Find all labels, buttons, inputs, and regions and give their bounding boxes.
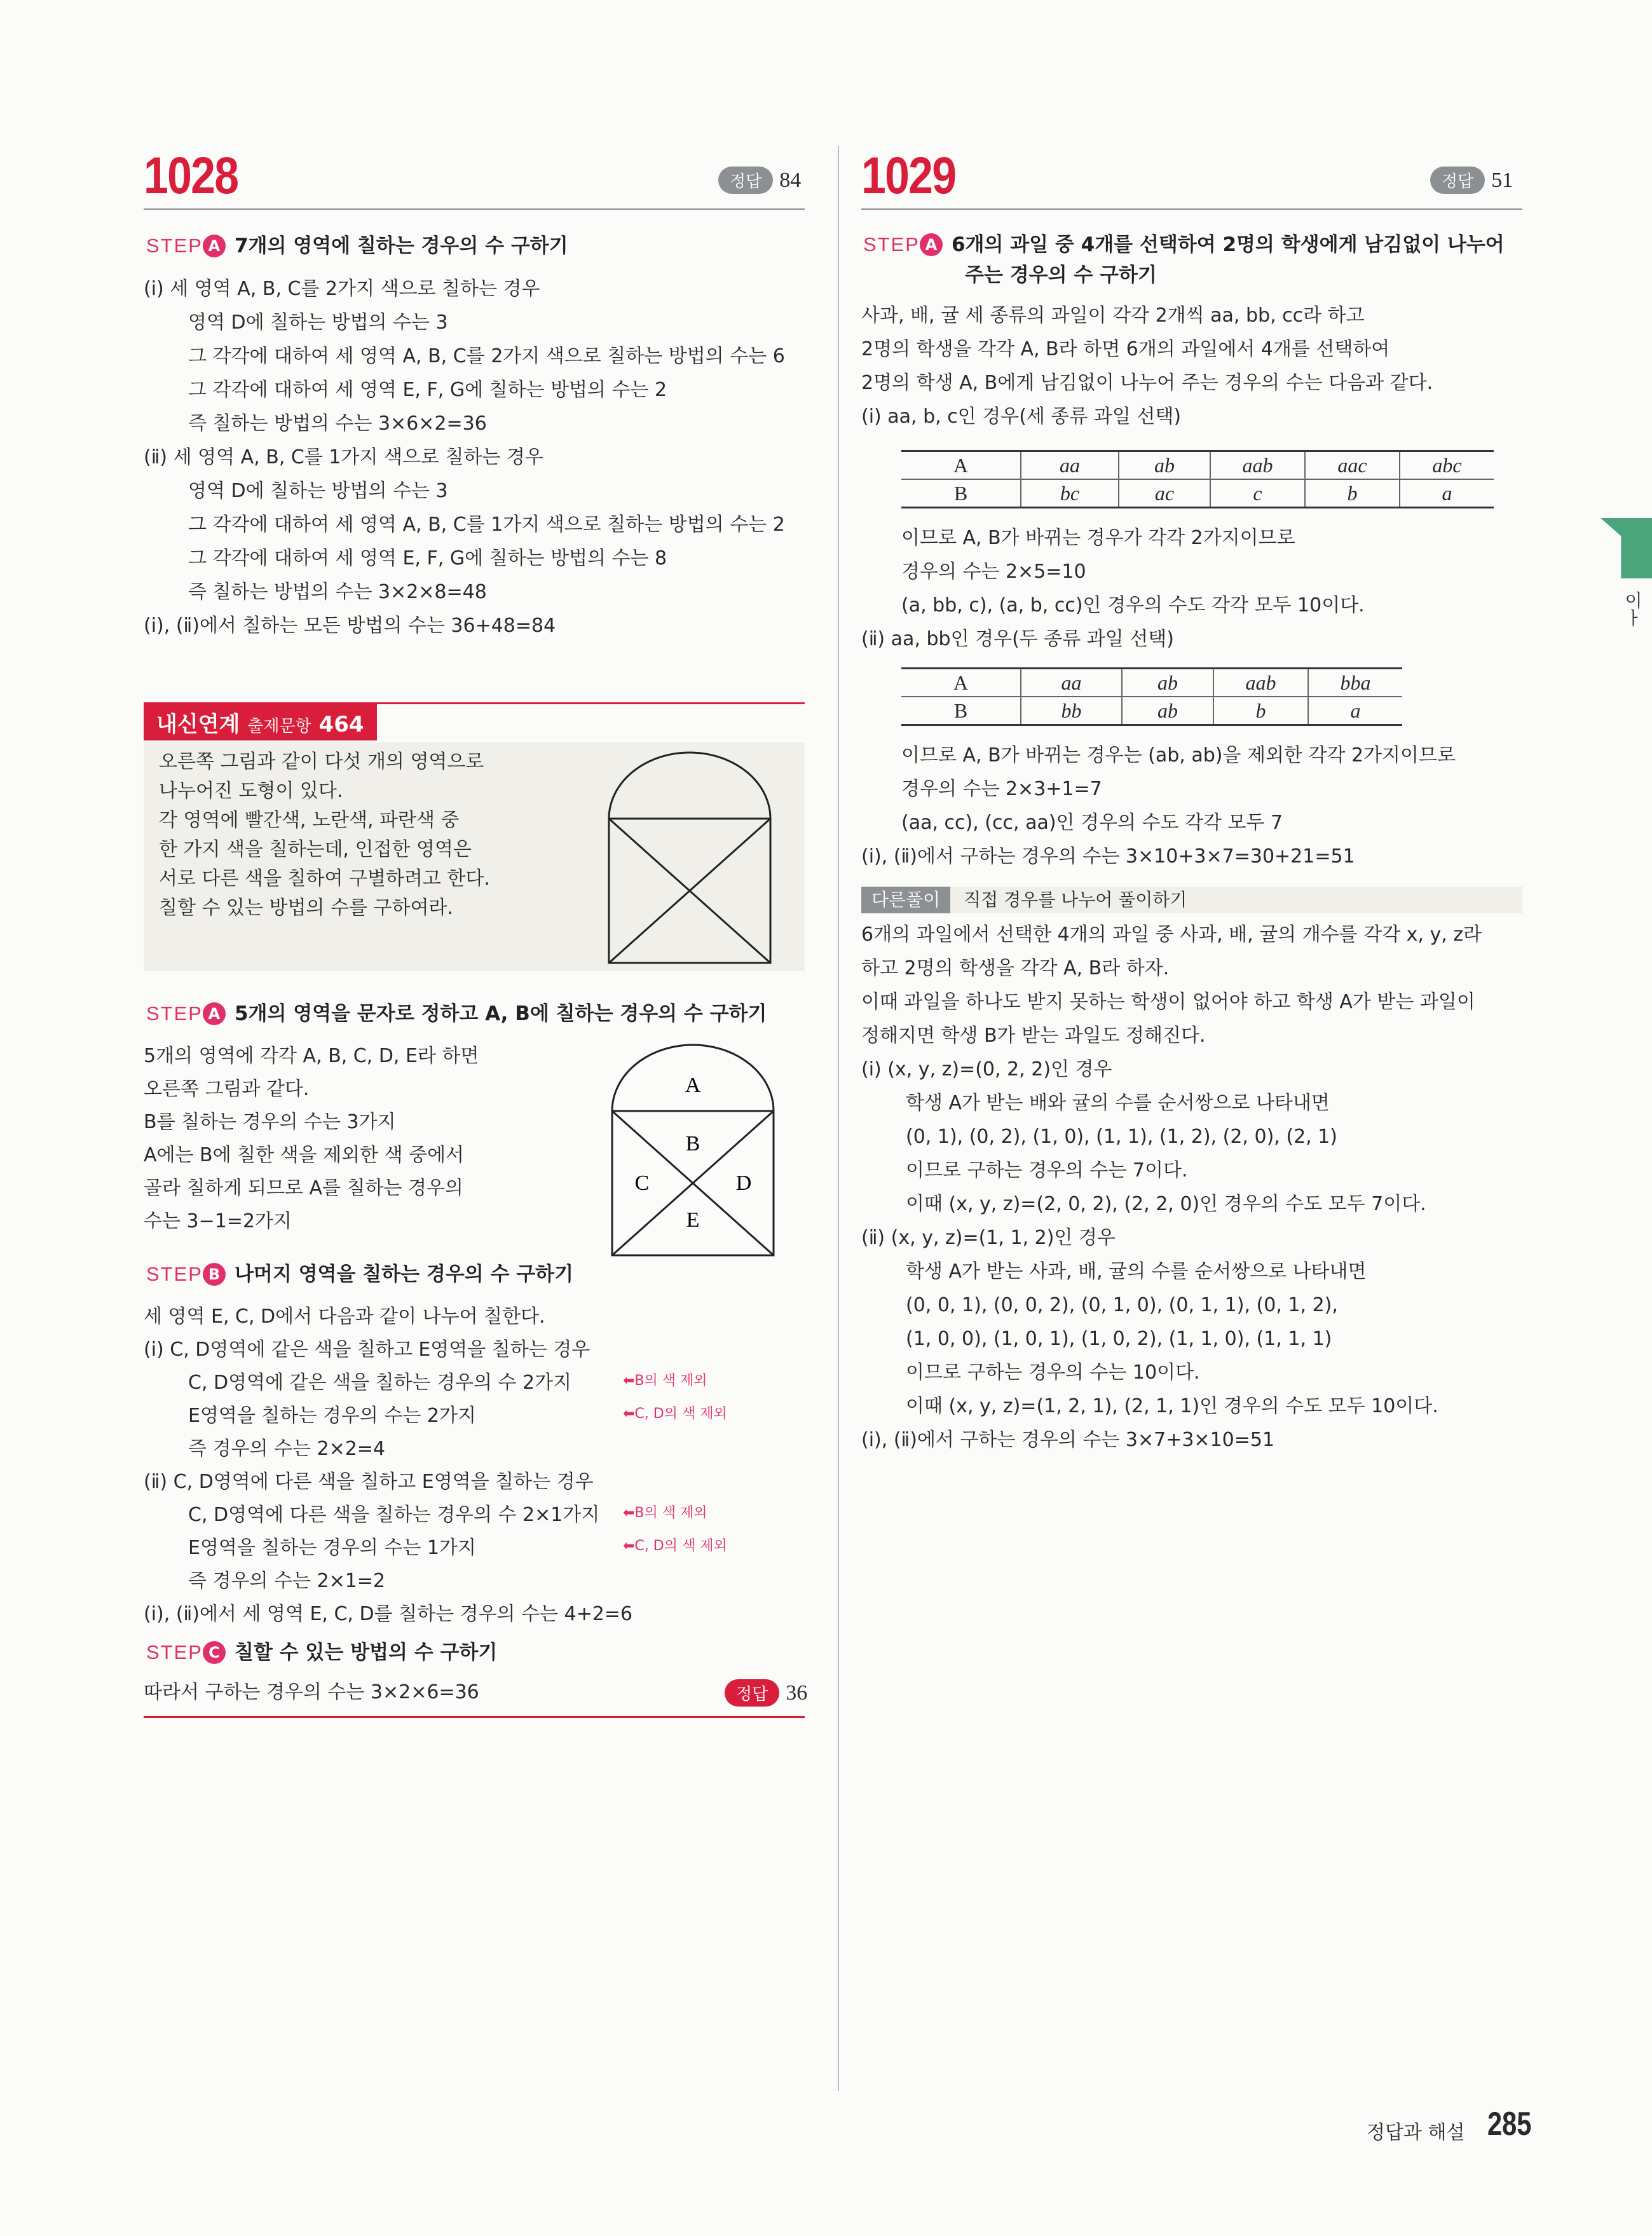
header-rule [144, 208, 805, 210]
note-3: ⬅B의 색 제외 [623, 1505, 707, 1521]
column-divider [838, 146, 839, 2091]
note-2: ⬅C, D의 색 제외 [623, 1406, 727, 1422]
problem-number-1028: 1028 [144, 147, 238, 205]
case1-table: A aa ab aab aac abc B bc ac c b a [901, 450, 1494, 508]
sol-step-b-body: 세 영역 E, C, D에서 다음과 같이 나누어 칠한다. (ⅰ) C, D영역에 같은 색을 칠하고 E영역을 칠하는 경우 C, D영역에 같은 색을 칠하는 경우의 수 2가지 E영역을 칠하는 경우의 수는 2가지 즉 경우의 수는 2×2=4 (ⅱ) C, D영역에 다른 색을 칠하고 E영역을 칠하는 경우 C, D영역에 다른 색을 칠하는 경우의 수 2×1가지 E영역을 칠하는 경우의 수는 1가지 즉 경우의 수는 2×1=2 (ⅰ), (ⅱ)에서 세 영역 E, C, D를 칠하는 경우의 수는 4+2=6 [144, 1305, 633, 1625]
answer-badge: 정답 [718, 167, 773, 194]
sol-step-b-heading: STEP B 나머지 영역을 칠하는 경우의 수 구하기 [146, 1263, 574, 1286]
note-4: ⬅C, D의 색 제외 [623, 1538, 727, 1554]
related-tag: 내신연계 출제문항 464 [144, 704, 377, 740]
step-a-heading-1029-cont: 주는 경우의 수 구하기 [965, 264, 1157, 287]
answer-1028 [718, 167, 801, 194]
answer-value: 84 [779, 168, 802, 192]
figure-label-b: B [685, 1132, 700, 1155]
note-1: ⬅B의 색 제외 [623, 1373, 707, 1389]
page-number: 285 [1487, 2106, 1532, 2143]
case2-table: A aa ab aab bba B bb ab b a [901, 667, 1402, 726]
answer-value: 51 [1491, 168, 1513, 192]
side-tab[interactable] [1601, 518, 1652, 578]
sol-step-c-line: 따라서 구하는 경우의 수는 3×2×6=36 [144, 1681, 479, 1703]
step-a-heading-1029: STEP A 6개의 과일 중 4개를 선택하여 2명의 학생에게 남김없이 나누어 [863, 233, 1505, 256]
step-a-body: (ⅰ) 세 영역 A, B, C를 2가지 색으로 칠하는 경우 영역 D에 칠하는 방법의 수는 3 그 각각에 대하여 세 영역 A, B, C를 2가지 색으로 칠하는 방법의 수는 6 그 각각에 대하여 세 영역 E, F, G에 칠하는 방법의 수는 2 즉 칠하는 방법의 수는 3×6×2=36 (ⅱ) 세 영역 A, B, C를 1가지 색으로 칠하는 경우 영역 D에 칠하는 방법의 수는 3 그 각각에 대하여 세 영역 A, B, C를 1가지 색으로 칠하는 방법의 수는 2 그 각각에 대하여 세 영역 E, F, G에 칠하는 방법의 수는 8 즉 칠하는 방법의 수는 3×2×8=48 (ⅰ), (ⅱ)에서 칠하는 모든 방법의 수는 36+48=84 [144, 278, 785, 637]
related-text: 오른쪽 그림과 같이 다섯 개의 영역으로 나누어진 도형이 있다. 각 영역에 빨간색, 노란색, 파란색 중 한 가지 색을 칠하는데, 인접한 영역은 서로 다른 색을 칠하여 구별하려고 한다. 칠할 수 있는 방법의 수를 구하여라. [159, 751, 490, 919]
side-tab-label: 이ㅏ [1622, 591, 1643, 627]
answer-badge: 정답 [1430, 167, 1485, 194]
problem-number-1029: 1029 [861, 147, 956, 205]
header-rule [861, 208, 1522, 210]
sol-step-c-heading: STEP C 칠할 수 있는 방법의 수 구하기 [146, 1641, 498, 1664]
solution-figure [607, 1042, 779, 1258]
intro-text: 사과, 배, 귤 세 종류의 과일이 각각 2개씩 aa, bb, cc라 하고 2명의 학생을 각각 A, B라 하면 6개의 과일에서 4개를 선택하여 2명의 학생 A, B에게 남김없이 나누어 주는 경우의 수는 다음과 같다. (ⅰ) aa, b, c인 경우(세 종류 과일 선택) [861, 304, 1433, 428]
sol-step-a-heading: STEP A 5개의 영역을 문자로 정하고 A, B에 칠하는 경우의 수 구하기 [146, 1002, 767, 1025]
alt-body: 6개의 과일에서 선택한 4개의 과일 중 사과, 배, 귤의 개수를 각각 x, y, z라 하고 2명의 학생을 각각 A, B라 하자. 이때 과일을 하나도 받지 못하는 학생이 없어야 하고 학생 A가 받는 과일이 정해지면 학생 B가 받는 과일도 정해진다. (ⅰ) (x, y, z)=(0, 2, 2)인 경우 학생 A가 받는 배와 귤의 수를 순서쌍으로 나타내면 (0, 1), (0, 2), (1, 0), (1, 1), (1, 2), (2, 0), (2, 1) 이므로 구하는 경우의 수는 7이다. 이때 (x, y, z)=(2, 0, 2), (2, 2, 0)인 경우의 수도 모두 7이다. (ⅱ) (x, y, z)=(1, 1, 2)인 경우 학생 A가 받는 사과, 배, 귤의 수를 순서쌍으로 나타내면 (0, 0, 1), (0, 0, 2), (0, 1, 0), (0, 1, 1), (0, 1, 2), (1, 0, 0), (1, 0, 1), (1, 0, 2), (1, 1, 0), (1, 1, 1) 이므로 구하는 경우의 수는 10이다. 이때 (x, y, z)=(1, 2, 1), (2, 1, 1)인 경우의 수도 모두 10이다. (ⅰ), (ⅱ)에서 구하는 경우의 수는 3×7+3×10=51 [861, 924, 1482, 1451]
figure-label-c: C [634, 1171, 650, 1195]
answer-1029 [1430, 167, 1513, 194]
alt-header: 다른풀이 직접 경우를 나누어 풀이하기 [861, 887, 1187, 913]
figure-label-a: A [685, 1074, 701, 1097]
related-figure [604, 750, 775, 966]
figure-label-d: D [735, 1171, 752, 1195]
final-answer: 정답 36 [725, 1679, 807, 1707]
sol-step-a-body: 5개의 영역에 각각 A, B, C, D, E라 하면 오른쪽 그림과 같다. B를 칠하는 경우의 수는 3가지 A에는 B에 칠한 색을 제외한 색 중에서 골라 칠하게 되므로 A를 칠하는 경우의 수는 3−1=2가지 [144, 1045, 479, 1232]
after-table2: 이므로 A, B가 바뀌는 경우는 (ab, ab)을 제외한 각각 2가지이므로 경우의 수는 2×3+1=7 (aa, cc), (cc, aa)인 경우의 수도 각각 모두 7 (ⅰ), (ⅱ)에서 구하는 경우의 수는 3×10+3×7=30+21=51 [861, 744, 1456, 868]
related-end-rule [144, 1716, 805, 1718]
figure-label-e: E [686, 1208, 700, 1232]
step-a-heading: STEP A 7개의 영역에 칠하는 경우의 수 구하기 [146, 235, 568, 257]
after-table1: 이므로 A, B가 바뀌는 경우가 각각 2가지이므로 경우의 수는 2×5=10 (a, bb, c), (a, b, cc)인 경우의 수도 각각 모두 10이다. (ⅱ) aa, bb인 경우(두 종류 과일 선택) [861, 527, 1365, 650]
footer-label: 정답과 해설 [1367, 2122, 1465, 2144]
